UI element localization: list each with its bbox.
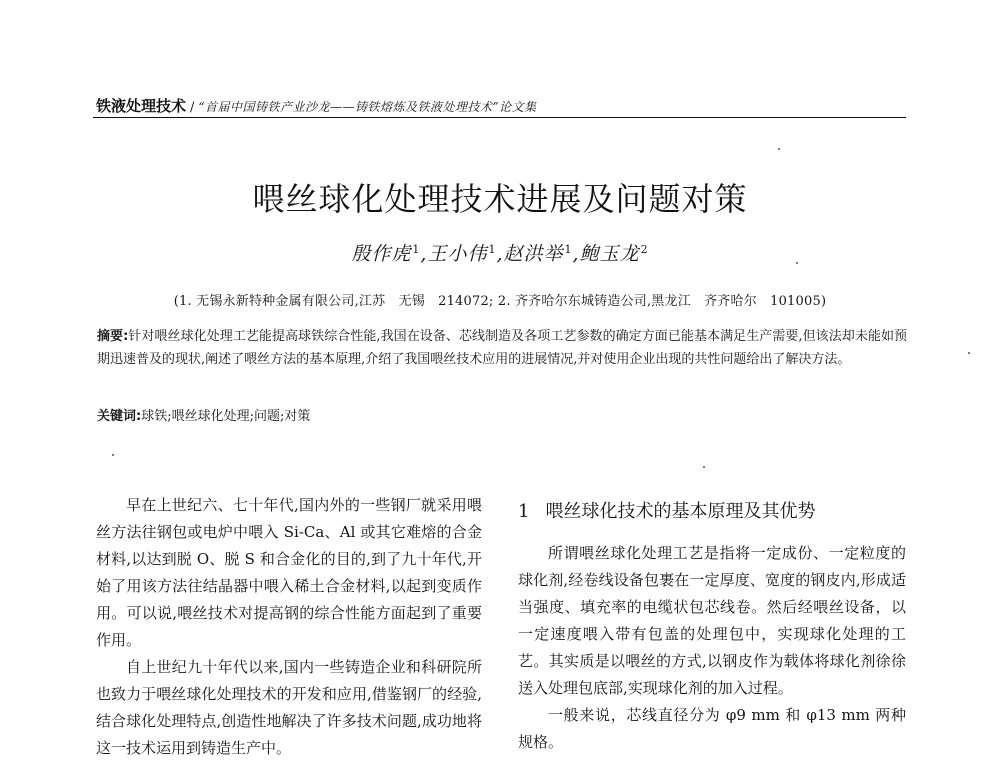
body-right-column xyxy=(518,492,906,756)
series-name: 铁液处理技术 xyxy=(96,97,187,115)
keywords xyxy=(97,405,907,428)
section-number: 1 xyxy=(518,501,530,522)
section-title: 喂丝球化技术的基本原理及其优势 xyxy=(545,501,816,522)
section-heading xyxy=(518,498,906,525)
abstract-label: 摘要: xyxy=(97,329,129,344)
author-name: 王小伟 xyxy=(427,243,488,265)
header-separator: / xyxy=(190,100,195,115)
scan-speck xyxy=(703,466,705,468)
body-paragraph: 所谓喂丝球化处理工艺是指将一定成份、一定粒度的球化剂,经卷线设备包裹在一定厚度、宽度的钢皮内,形成适当强度、填充率的电缆状包芯线卷。然后经喂丝设备，以一定速度喂入带有包盖的处理包中，实现球化处理的工艺。其实质是以喂丝的方式,以钢皮作为载体将球化剂徐徐送入处理包底部,实现球化剂的加入过程。 xyxy=(518,544,906,697)
affiliation-mark: 1 xyxy=(564,242,573,256)
keywords-label: 关键词: xyxy=(97,409,142,424)
body-paragraph: 自上世纪九十年代以来,国内一些铸造企业和科研院所也致力于喂丝球化处理技术的开发和应用,借鉴钢厂的经验,结合球化处理特点,创造性地解决了许多技术问题,成功地将这一技术运用到铸造生产中。 xyxy=(96,658,482,757)
collection-title: “首届中国铸铁产业沙龙——铸铁熔炼及铁液处理技术”论文集 xyxy=(198,100,537,114)
scan-speck xyxy=(778,148,780,150)
header-rule xyxy=(93,117,906,118)
abstract-text: 针对喂丝球化处理工艺能提高球铁综合性能,我国在设备、芯线制造及各项工艺参数的确定方面已能基本满足生产需要,但该法却未能如预期迅速普及的现状,阐述了喂丝方法的基本原理,介绍了我国喂丝技术应用的进展情况,并对使用企业出现的共性问题给出了解决方法。 xyxy=(97,329,907,367)
affiliation-mark: 2 xyxy=(640,242,649,256)
affiliations: (1. 无锡永新特种金属有限公司,江苏 无锡 214072; 2. 齐齐哈尔东城铸造公司,黑龙江 齐齐哈尔 101005) xyxy=(173,294,827,309)
body-paragraph: 一般来说，芯线直径分为 φ9 mm 和 φ13 mm 两种规格。 xyxy=(518,706,906,751)
author-list: 殷作虎$^1$,王小伟$^1$,赵洪举$^1$,鲍玉龙$^2$ xyxy=(351,242,649,265)
paper-title: 喂丝球化处理技术进展及问题对策 xyxy=(252,180,748,218)
author-name: 殷作虎 xyxy=(351,243,412,265)
keywords-text: 球铁;喂丝球化处理;问题;对策 xyxy=(141,409,311,424)
scan-speck xyxy=(968,352,970,354)
body-left-column xyxy=(96,492,482,760)
body-paragraph: 早在上世纪六、七十年代,国内外的一些钢厂就采用喂丝方法往钢包或电炉中喂入 Si-Ca、Al 或其它难熔的合金材料,以达到脱 O、脱 S 和合金化的目的,到了九十年代,开始了用该方法往结晶器中喂入稀土合金材料,以起到变质作用。可以说,喂丝技术对提高钢的综合性能方面起到了重要作用。 xyxy=(96,496,482,649)
affiliation-mark: 1 xyxy=(412,242,421,256)
author-name: 鲍玉龙 xyxy=(579,243,640,265)
author-name: 赵洪举 xyxy=(503,243,564,265)
affiliation-mark: 1 xyxy=(488,242,497,256)
scan-speck xyxy=(112,454,114,456)
abstract xyxy=(97,325,907,371)
running-header xyxy=(96,95,904,119)
